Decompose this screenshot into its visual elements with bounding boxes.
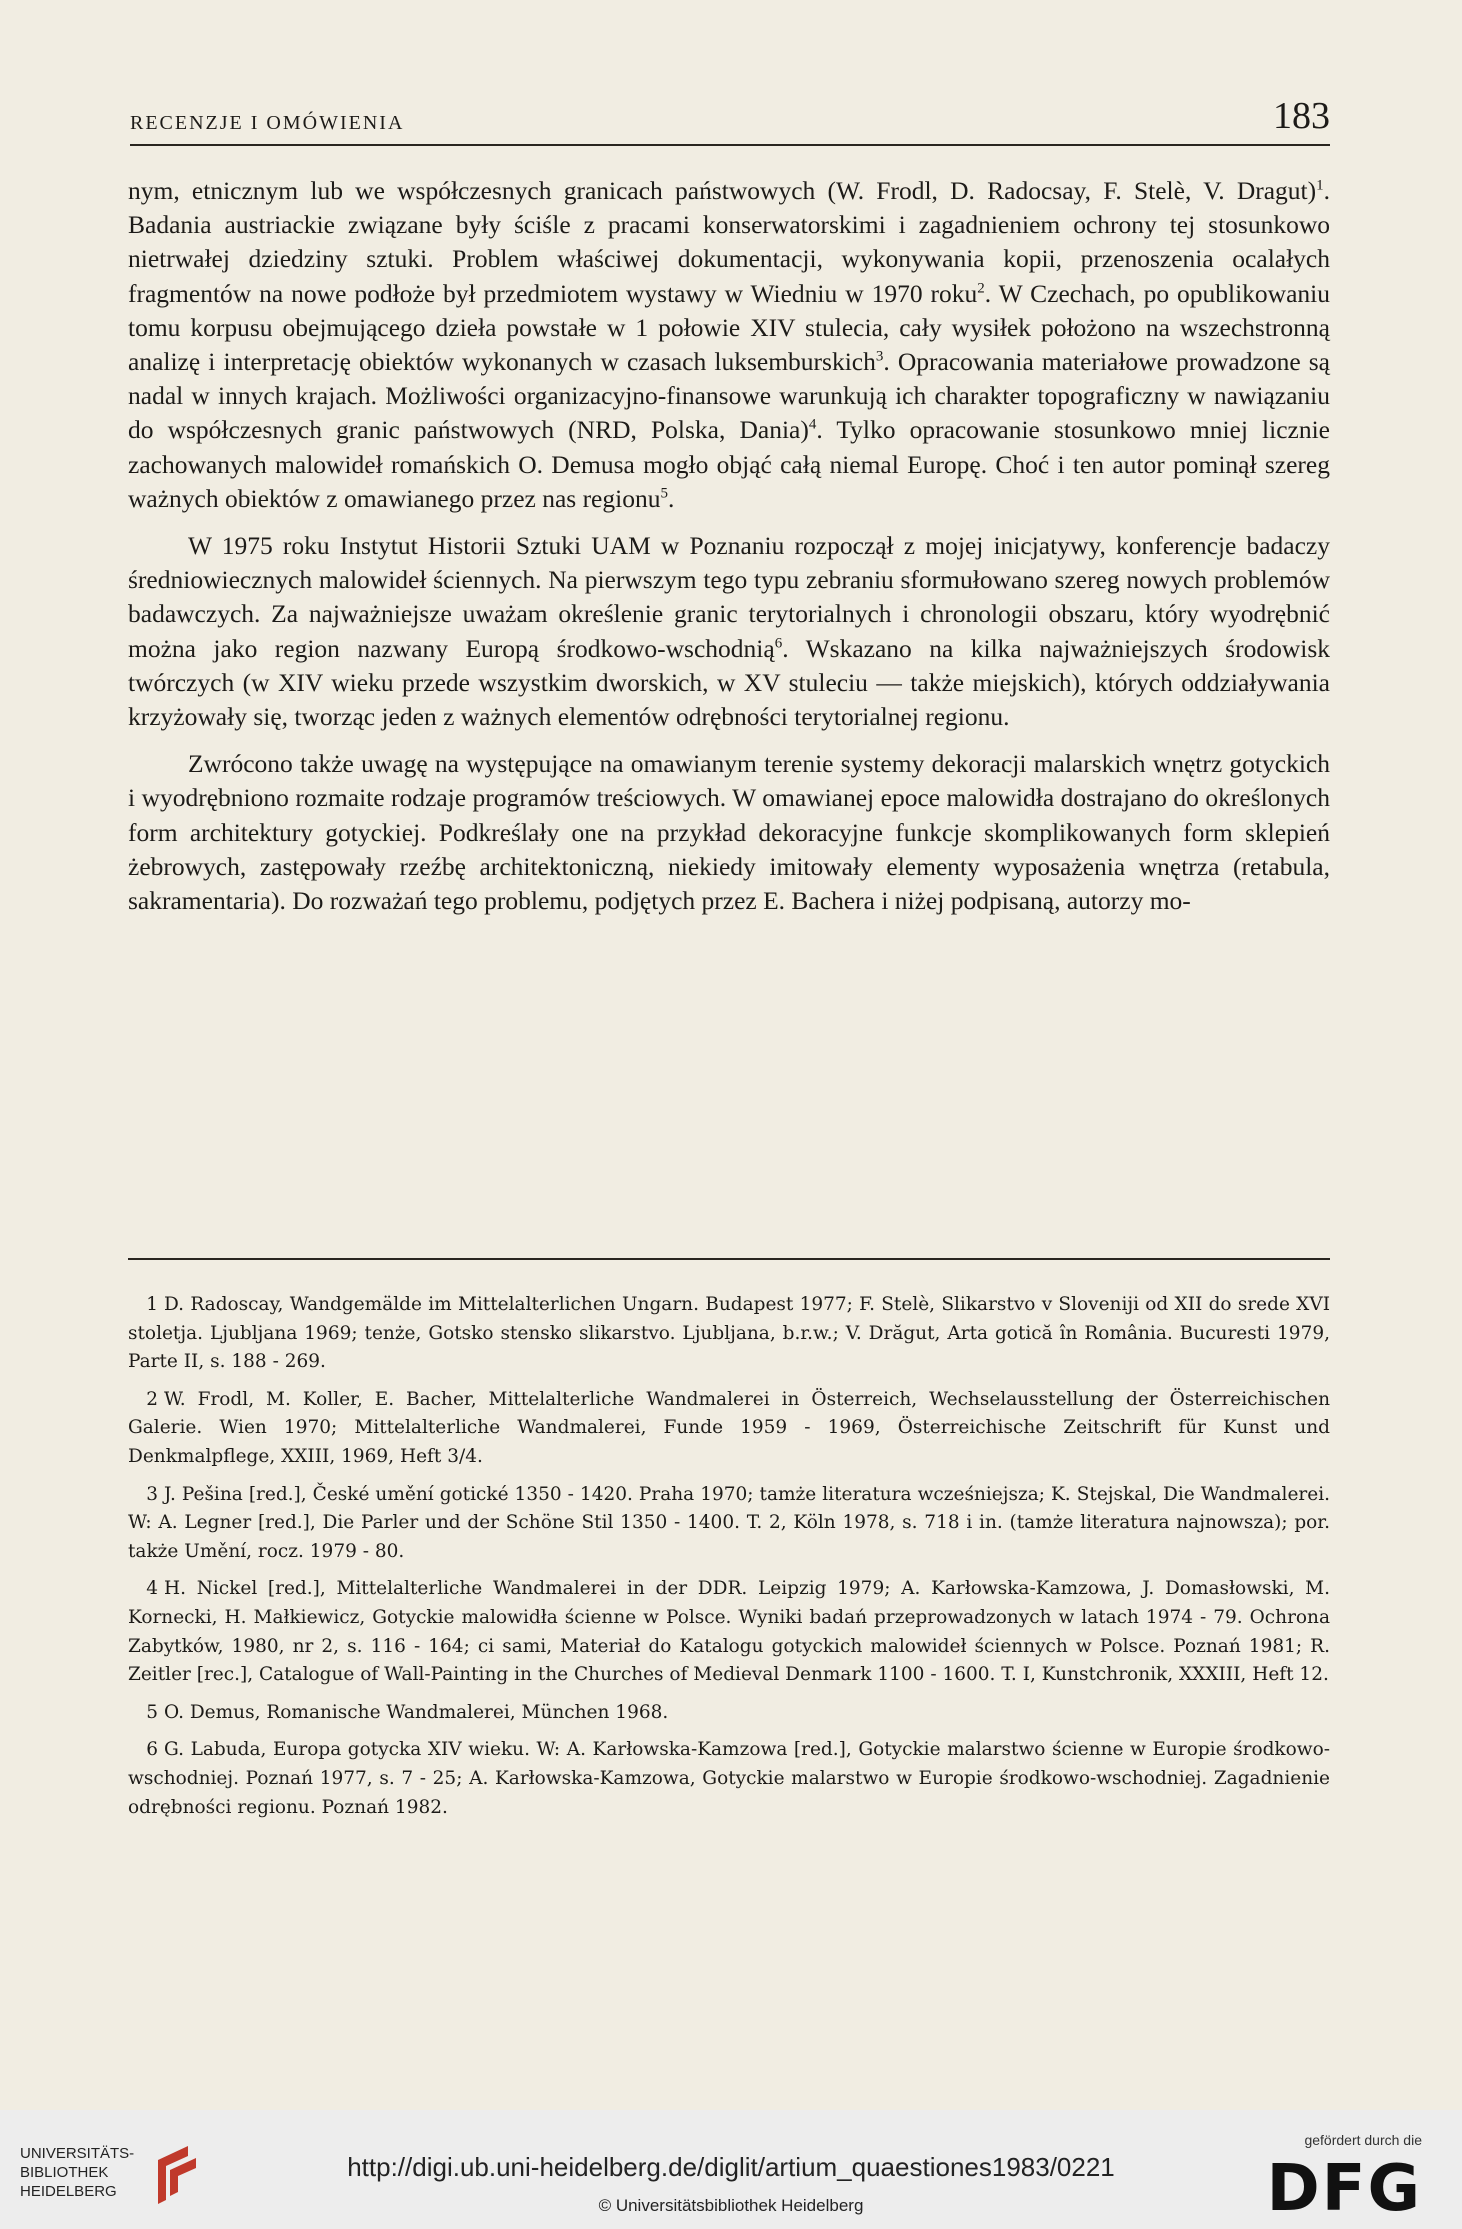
footnote-4: 4 H. Nickel [red.], Mittelalterliche Wandmalerei in der DDR. Leipzig 1979; A. Karłowska-Kamzowa, J. Domasłowski, M. Kornecki, H. Małkiewicz, Gotyckie malowidła ścienne w Polsce. Wyniki badań przeprowadzonych w latach 1974 - 79. Ochrona Zabytków, 1980, nr 2, s. 116 - 164; ci sami, Materiał do Katalogu gotyckich malowideł ściennych w Polsce. Poznań 1981; R. Zeitler [rec.], Catalogue of Wall-Painting in the Churches of Medieval Denmark 1100 - 1600. T. I, Kunstchronik, XXXIII, Heft 12. bbox=[128, 1578, 1330, 1686]
dfg-note: gefördert durch die bbox=[1304, 2132, 1422, 2148]
paragraph-3: Zwrócono także uwagę na występujące na omawianym terenie systemy dekoracji malarskich wnętrz gotyckich i wyodrębniono rozmaite rodzaje programów treściowych. W omawianej epoce malowidła dostrajano do określonych form architektury gotyckiej. Podkreślały one na przykład dekoracyjne funkcje skomplikowanych form sklepień żebrowych, zastępowały rzeźbę architektoniczną, niekiedy imitowały elementy wyposażenia wnętrza (retabula, sakramentaria). Do rozważań tego problemu, podjętych przez E. Bachera i niżej podpisaną, autorzy mo- bbox=[128, 749, 1330, 916]
copyright-note: © Universitätsbibliothek Heidelberg bbox=[598, 2196, 864, 2215]
dfg-wordmark: DFG bbox=[1266, 2152, 1422, 2226]
footnote-2: 2 W. Frodl, M. Koller, E. Bacher, Mittelalterliche Wandmalerei in Österreich, Wechselausstellung der Österreichischen Galerie. Wien 1970; Mittelalterliche Wandmalerei, Funde 1959 - 1969, Österreichische Zeitschrift für Kunst und Denkmalpflege, XXIII, 1969, Heft 3/4. bbox=[128, 1388, 1330, 1467]
dfg-logo[interactable] bbox=[1266, 2132, 1422, 2226]
footnote-rule bbox=[128, 1258, 1330, 1260]
footnotes bbox=[128, 1291, 1330, 1831]
footer-bar bbox=[0, 2110, 1462, 2229]
body-text bbox=[128, 174, 1330, 918]
footnote-ref-6[interactable]: 6 bbox=[774, 635, 783, 652]
footnote-5: 5 O. Demus, Romanische Wandmalerei, München 1968. bbox=[146, 1701, 669, 1723]
paragraph-1: nym, etnicznym lub we współczesnych granicach państwowych (W. Frodl, D. Radocsay, F. Stelè, V. Dragut)$^1$. Badania austriackie związane były ściśle z pracami konserwatorskimi i zagadnieniem ochrony tej stosunkowo nietrwałej dziedziny sztuki. Problem właściwej dokumentacji, wykonywania kopii, przenoszenia ocalałych fragmentów na nowe podłoże był przedmiotem wystawy w Wiedniu w 1970 roku$^2$. W Czechach, po opublikowaniu tomu korpusu obejmującego dzieła powstałe w 1 połowie XIV stulecia, cały wysiłek położono na wszechstronną analizę i interpretację obiektów wykonanych w czasach luksemburskich$^3$. Opracowania materiałowe prowadzone są nadal w innych krajach. Możliwości organizacyjno-finansowe warunkują ich charakter topograficzny w nawiązaniu do współczesnych granic państwowych (NRD, Polska, Dania)$^4$. Tylko opracowanie stosunkowo mniej licznie zachowanych malowideł romańskich O. Demusa mogło objąć całą niemal Europę. Choć i ten autor pominął szereg ważnych obiektów z omawianego przez nas regionu$^5$. bbox=[128, 176, 1330, 513]
footnote-1: 1 D. Radoscay, Wandgemälde im Mittelalterlichen Ungarn. Budapest 1977; F. Stelè, Slikarstvo v Sloveniji od XII do srede XVI stoletja. Ljubljana 1969; tenże, Gotsko stensko slikarstvo. Ljubljana, b.r.w.; V. Drăgut, Arta gotică în România. Bucuresti 1979, Parte II, s. 188 - 269. bbox=[128, 1294, 1330, 1373]
footnote-3: 3 J. Pešina [red.], České umění gotické 1350 - 1420. Praha 1970; tamże literatura wcześniejsza; K. Stejskal, Die Wandmalerei. W: A. Legner [red.], Die Parler und der Schöne Stil 1350 - 1400. T. 2, Köln 1978, s. 718 i in. (tamże literatura najnowsza); por. także Umění, rocz. 1979 - 80. bbox=[128, 1483, 1330, 1562]
footnote-ref-4[interactable]: 4 bbox=[808, 416, 817, 433]
paragraph-2: W 1975 roku Instytut Historii Sztuki UAM w Poznaniu rozpoczął z mojej inicjatywy, konferencje badaczy średniowiecznych malowideł ściennych. Na pierwszym tego typu zebraniu sformułowano szereg nowych problemów badawczych. Za najważniejsze uważam określenie granic terytorialnych i chronologii obszaru, który wyodrębnić można jako region nazwany Europą środkowo-wschodnią$^6$. Wskazano na kilka najważniejszych środowisk twórczych (w XIV wieku przede wszystkim dworskich, w XV stuleciu — także miejskich), których oddziaływania krzyżowały się, tworząc jeden z ważnych elementów odrębności terytorialnej regionu. bbox=[128, 531, 1330, 732]
running-head-title: RECENZJE I OMÓWIENIA bbox=[130, 112, 405, 134]
header-rule bbox=[130, 144, 1330, 146]
source-url-link[interactable]: http://digi.ub.uni-heidelberg.de/diglit/artium_quaestiones1983/0221 bbox=[347, 2152, 1115, 2182]
footnote-ref-3[interactable]: 3 bbox=[875, 348, 884, 365]
library-name: UNIVERSITÄTS- BIBLIOTHEK HEIDELBERG bbox=[20, 2145, 135, 2200]
footnote-ref-2[interactable]: 2 bbox=[977, 280, 985, 297]
footnote-ref-5[interactable]: 5 bbox=[660, 485, 668, 502]
running-head bbox=[130, 95, 1330, 140]
footnote-ref-1[interactable]: 1 bbox=[1316, 177, 1324, 194]
footnote-6: 6 G. Labuda, Europa gotycka XIV wieku. W: A. Karłowska-Kamzowa [red.], Gotyckie malarstwo ścienne w Europie środkowo-wschodniej. Poznań 1977, s. 7 - 25; A. Karłowska-Kamzowa, Gotyckie malarstwo w Europie środkowo-wschodniej. Zagadnienie odrębności regionu. Poznań 1982. bbox=[128, 1739, 1330, 1818]
page-number: 183 bbox=[1273, 95, 1330, 137]
